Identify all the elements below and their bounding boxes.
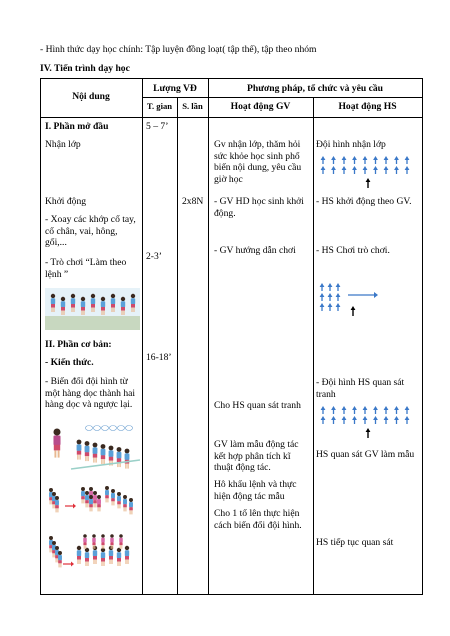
header-volume: Lượng VĐ	[153, 83, 197, 94]
hs-quan-sat-gv: HS quan sát GV làm mẫu	[316, 449, 415, 460]
formation-quan-sat	[316, 404, 420, 440]
tro-choi-label: - Trò chơi “Làm theo lệnh ”	[45, 257, 127, 280]
gv-cho-to: Cho 1 tổ lên thực hiện cách biến đổi đội hình.	[214, 508, 302, 531]
gv-quan-sat: Cho HS quan sát tranh	[214, 400, 301, 411]
part2-title: II. Phần cơ bản:	[45, 339, 112, 350]
hs-tiep-tuc: HS tiếp tục quan sát	[316, 537, 394, 548]
part1-title: I. Phần mở đầu	[45, 121, 109, 132]
khoi-dong-reps: 2x8N	[182, 196, 204, 207]
header-student: Hoạt động HS	[338, 101, 397, 112]
intro-line: - Hình thức dạy học chính: Tập luyện đồng loạt( tập thể), tập theo nhóm	[40, 44, 317, 55]
header-content: Nội dung	[72, 91, 110, 102]
gv-khoi-dong: - GV HD học sinh khởi động.	[214, 196, 304, 219]
nhan-lop-label: Nhận lớp	[45, 139, 81, 150]
gv-tro-choi: - GV hướng dẫn chơi	[214, 245, 296, 256]
header-method: Phương pháp, tổ chức và yêu cầu	[247, 83, 383, 94]
gv-nhan-lop: Gv nhận lớp, thăm hỏi sức khỏe học sinh phổ biến nội dung, yêu cầu giờ học	[214, 139, 302, 185]
kien-thuc-label: - Kiến thức.	[45, 357, 94, 368]
hs-tro-choi: - HS Chơi trò chơi.	[316, 245, 390, 256]
section-heading: IV. Tiến trình dạy học	[40, 63, 130, 74]
teacher-demo-illustration	[45, 424, 140, 474]
bien-doi-label: - Biến đổi đội hình từ một hàng dọc thành hai hàng dọc và ngược lại.	[45, 376, 136, 411]
gv-hieu-lenh: Hô khẩu lệnh và thực hiện động tác mẫu	[214, 479, 297, 502]
khoi-dong-label: Khởi động	[45, 196, 87, 207]
part2-time: 16-18’	[146, 352, 172, 363]
header-teacher: Hoạt động GV	[230, 101, 291, 112]
formation-nhan-lop	[316, 154, 420, 188]
hs-nhan-lop: Đội hình nhận lớp	[316, 139, 386, 150]
tro-choi-time: 2-3’	[146, 251, 162, 262]
header-time: T. gian	[146, 101, 173, 111]
khoi-dong-detail: - Xoay các khớp cổ tay, cổ chân, vai, hông, gối,...	[45, 214, 136, 249]
formation-tro-choi	[316, 281, 420, 317]
hs-khoi-dong: - HS khởi động theo GV.	[316, 196, 412, 207]
part1-time: 5 – 7’	[146, 121, 169, 132]
formation-change-illustration-1	[45, 484, 140, 526]
header-reps: S. lần	[182, 101, 203, 111]
running-children-illustration	[45, 288, 140, 330]
hs-doi-hinh: - Đội hình HS quan sát tranh	[316, 377, 405, 400]
formation-change-illustration-2	[45, 534, 140, 582]
gv-lam-mau: GV làm mẫu động tác kết hợp phân tích kĩ thuật động tác.	[214, 439, 299, 474]
